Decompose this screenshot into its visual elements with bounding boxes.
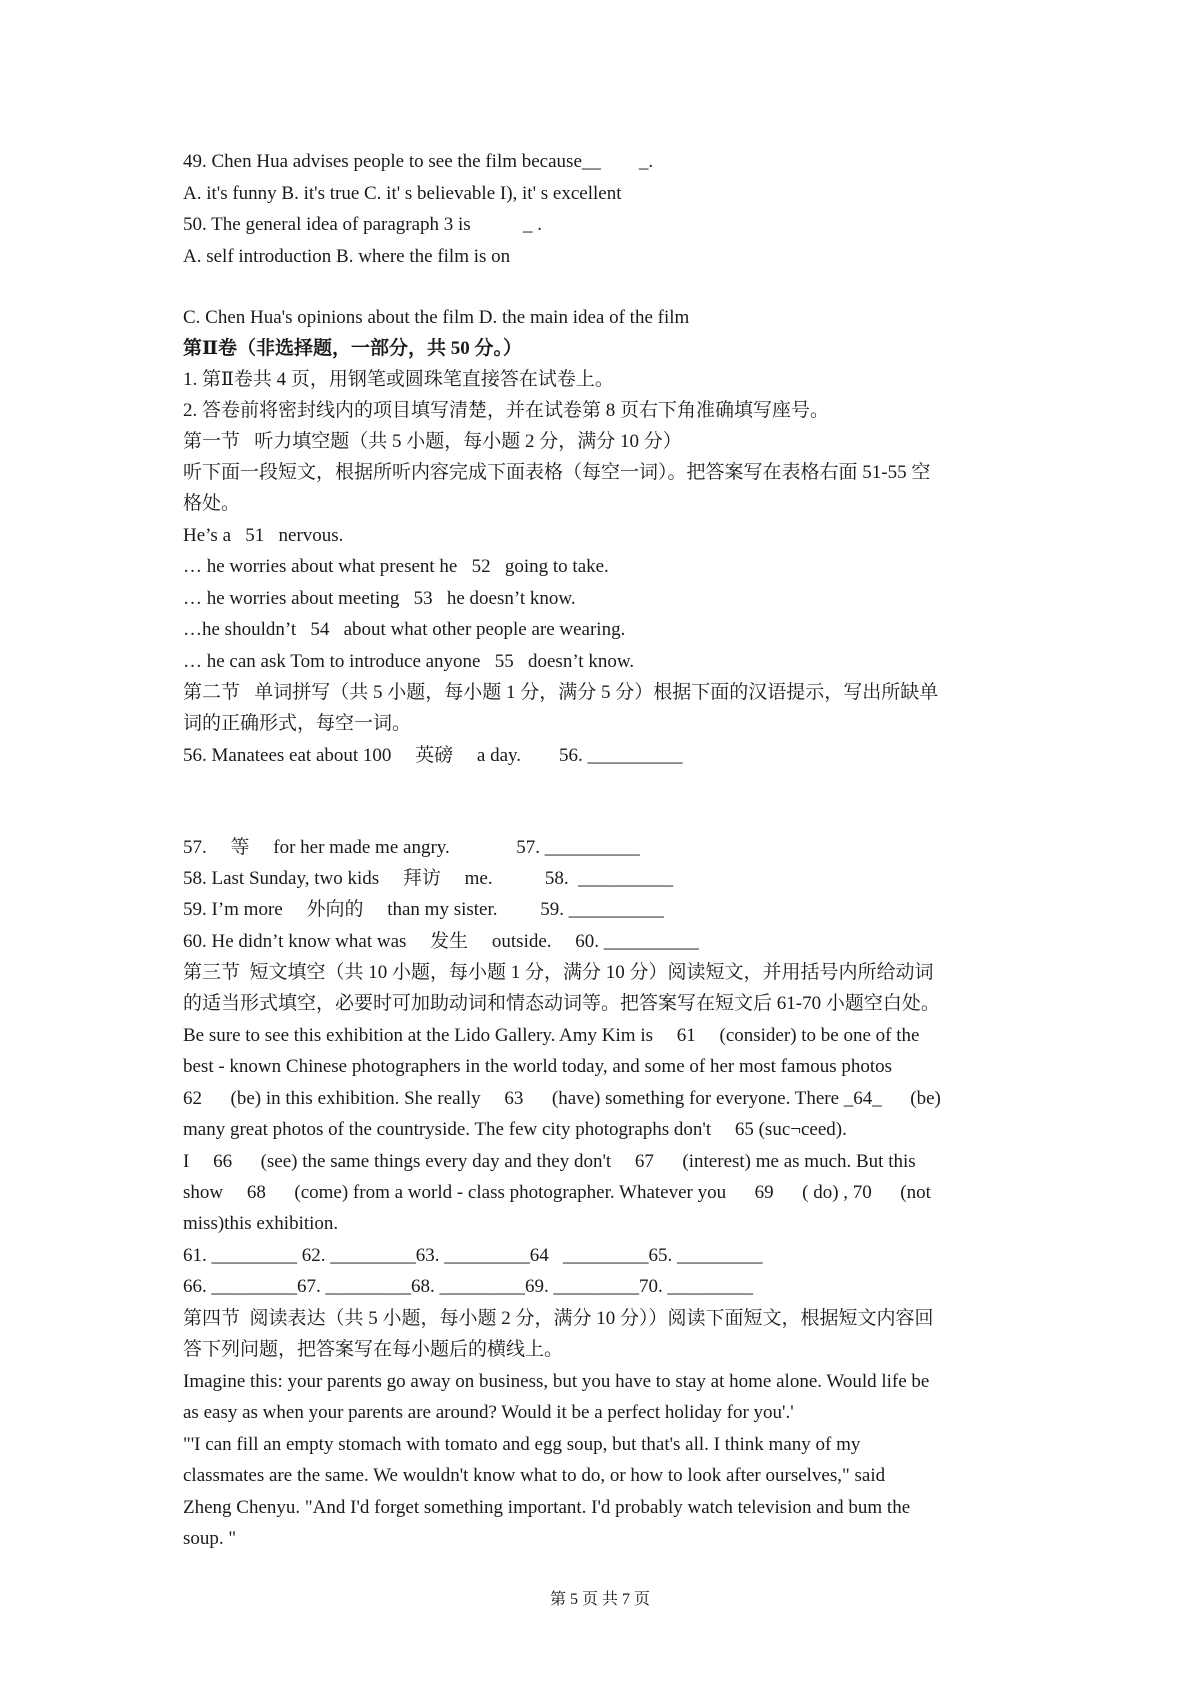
passage-line-1: Be sure to see this exhibition at the Lido Gallery. Amy Kim is 61 (consider) to be one of the	[183, 1025, 920, 1046]
q50-options-cd: C. Chen Hua's opinions about the film D. the main idea of the film	[183, 307, 690, 328]
q49-stem: 49. Chen Hua advises people to see the film because__ _.	[183, 151, 654, 172]
reading-line-1: Imagine this: your parents go away on business, but you have to stay at home alone. Would life be	[183, 1371, 930, 1392]
instruction-2: 2. 答卷前将密封线内的项目填写清楚，并在试卷第 8 页右下角准确填写座号。	[183, 400, 830, 421]
part-4-heading-cont: 答下列问题，把答案写在每小题后的横线上。	[183, 1339, 564, 1360]
part-1-directions: 听下面一段短文，根据所听内容完成下面表格（每空一词）。把答案写在表格右面 51-55 空	[183, 462, 931, 483]
passage-line-2: best - known Chinese photographers in the world today, and some of her most famous photos	[183, 1056, 893, 1077]
passage-line-6: show 68 (come) from a world - class photographer. Whatever you 69 ( do) , 70 (not	[183, 1182, 931, 1203]
part-3-heading: 第三节 短文填空（共 10 小题，每小题 1 分，满分 10 分）阅读短文，并用括号内所给动词	[183, 962, 934, 983]
page-footer: 第 5 页 共 7 页	[549, 1591, 650, 1608]
answer-blanks-61-65: 61. _________ 62. _________63. _________64 _________65. _________	[183, 1245, 763, 1266]
listening-item-53: … he worries about meeting 53 he doesn’t know.	[183, 588, 576, 609]
spelling-item-59: 59. I’m more 外向的 than my sister. 59. __________	[183, 899, 664, 920]
passage-line-4: many great photos of the countryside. The few city photographs don't 65 (suc¬ceed).	[183, 1119, 847, 1140]
spelling-item-58: 58. Last Sunday, two kids 拜访 me. 58. __________	[183, 868, 674, 889]
reading-line-2: as easy as when your parents are around? Would it be a perfect holiday for you'.'	[183, 1402, 794, 1423]
q50-options-ab: A. self introduction B. where the film is on	[183, 246, 511, 267]
q50-stem: 50. The general idea of paragraph 3 is _ .	[183, 214, 542, 235]
part-4-heading: 第四节 阅读表达（共 5 小题，每小题 2 分，满分 10 分））阅读下面短文，根据短文内容回	[183, 1308, 934, 1329]
reading-line-6: soup. "	[183, 1528, 237, 1549]
part-2-heading: 第二节 单词拼写（共 5 小题，每小题 1 分，满分 5 分）根据下面的汉语提示，写出所缺单	[183, 682, 939, 703]
part-2-heading-cont: 词的正确形式，每空一词。	[183, 713, 412, 734]
listening-item-52: … he worries about what present he 52 going to take.	[183, 556, 609, 577]
section-heading-volume-2: 第Ⅱ卷（非选择题，一部分，共 50 分。）	[183, 338, 523, 359]
reading-line-5: Zheng Chenyu. "And I'd forget something important. I'd probably watch television and bum the	[183, 1497, 911, 1518]
passage-line-3: 62 (be) in this exhibition. She really 63 (have) something for everyone. There _64_ (be)	[183, 1088, 941, 1109]
answer-blanks-66-70: 66. _________67. _________68. _________69. _________70. _________	[183, 1276, 753, 1297]
reading-line-3: "'I can fill an empty stomach with tomato and egg soup, but that's all. I think many of my	[183, 1434, 861, 1455]
part-1-heading: 第一节 听力填空题（共 5 小题，每小题 2 分，满分 10 分）	[183, 431, 682, 452]
listening-item-55: … he can ask Tom to introduce anyone 55 doesn’t know.	[183, 651, 635, 672]
spelling-item-57: 57. 等 for her made me angry. 57. __________	[183, 837, 640, 858]
spelling-item-60: 60. He didn’t know what was 发生 outside. 60. __________	[183, 931, 699, 952]
instruction-1: 1. 第Ⅱ卷共 4 页，用钢笔或圆珠笔直接答在试卷上。	[183, 369, 614, 390]
listening-item-54: …he shouldn’t 54 about what other people are wearing.	[183, 619, 626, 640]
passage-line-7: miss)this exhibition.	[183, 1213, 339, 1234]
listening-item-51: He’s a 51 nervous.	[183, 525, 344, 546]
part-3-heading-cont: 的适当形式填空，必要时可加助动词和情态动词等。把答案写在短文后 61-70 小题空白处。	[183, 993, 940, 1014]
q49-options: A. it's funny B. it's true C. it' s believable I), it' s excellent	[183, 183, 622, 204]
passage-line-5: I 66 (see) the same things every day and they don't 67 (interest) me as much. But this	[183, 1151, 916, 1172]
spelling-item-56: 56. Manatees eat about 100 英磅 a day. 56. __________	[183, 745, 683, 766]
reading-line-4: classmates are the same. We wouldn't know what to do, or how to look after ourselves," said	[183, 1465, 886, 1486]
part-1-directions-cont: 格处。	[183, 493, 241, 514]
